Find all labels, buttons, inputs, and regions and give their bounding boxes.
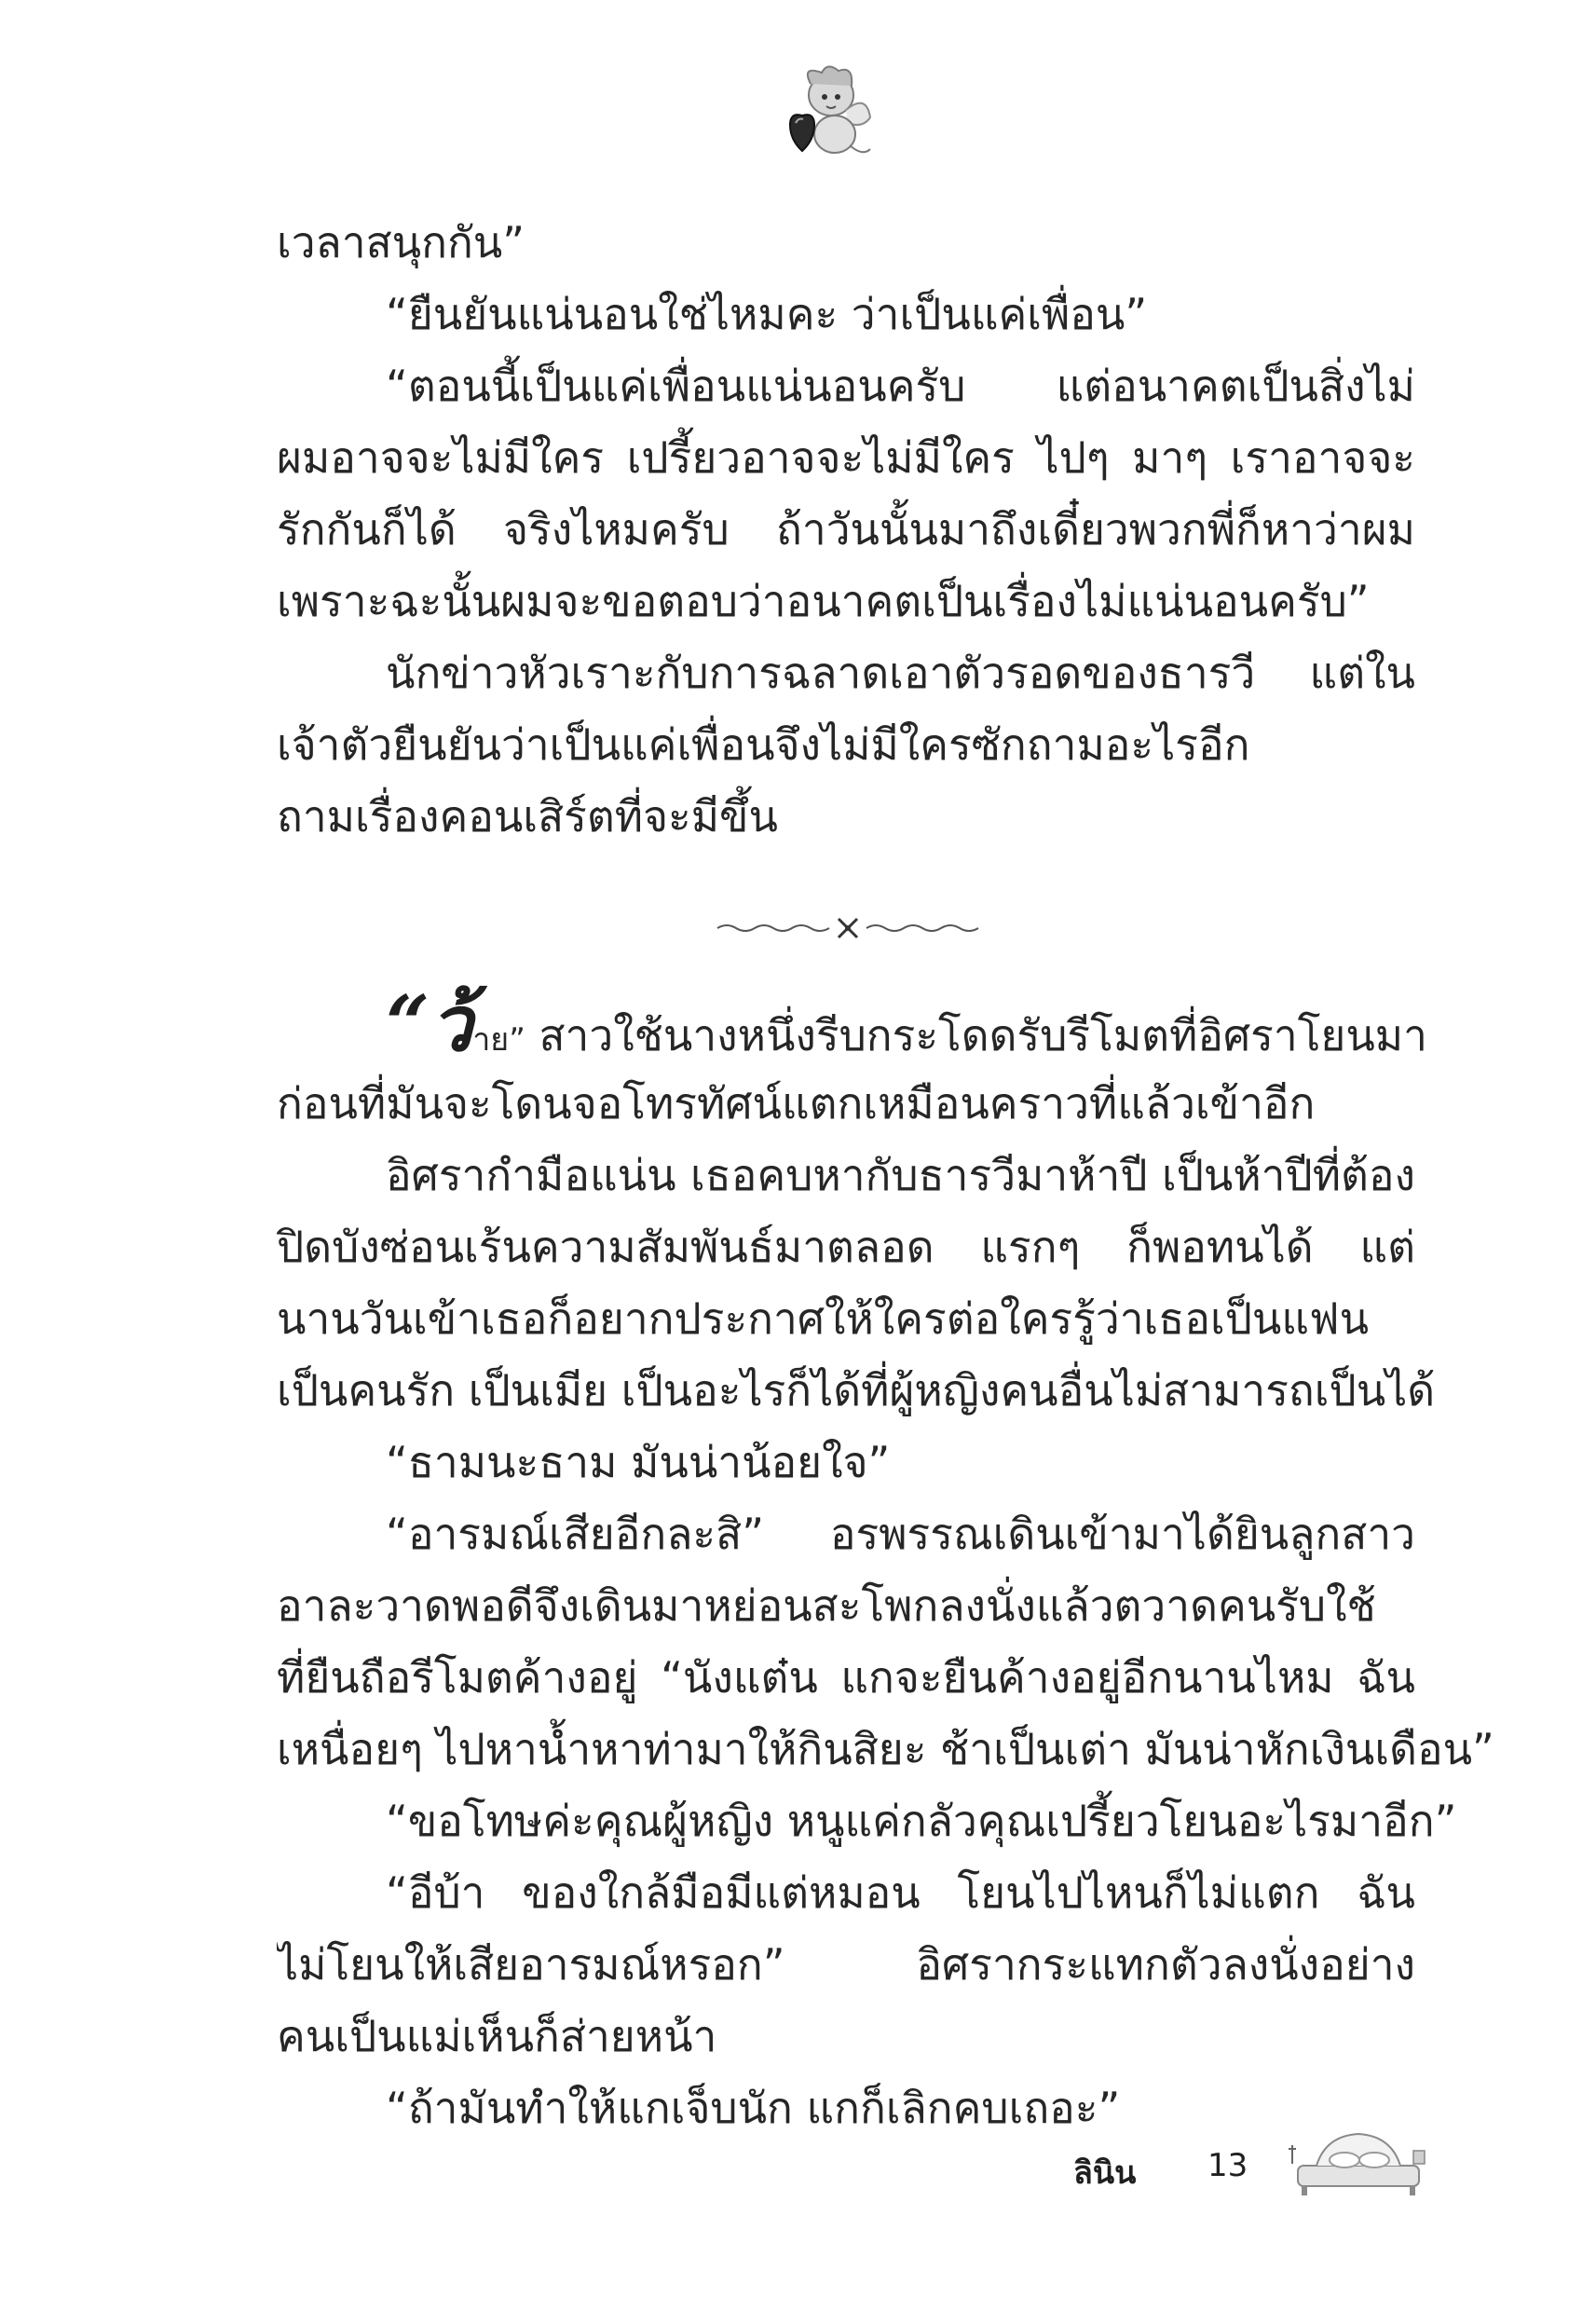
text-line: เหนื่อยๆ ไปหาน้ำหาท่ามาให้กินสิยะ ช้าเป็นเต่า มันน่าหักเงินเดือน” <box>277 1724 1494 1774</box>
text-line: “ขอโทษค่ะคุณผู้หญิง หนูแค่กลัวคุณเปรี้ยวโยนอะไรมาอีก” <box>386 1796 1457 1846</box>
text-line: เพราะฉะนั้นผมจะขอตอบว่าอนาคตเป็นเรื่องไม่แน่นอนครับ” <box>277 576 1370 626</box>
text-line: สาวใช้นางหนึ่งรีบกระโดดรับรีโมตที่อิศราโยนมา <box>539 1010 1427 1060</box>
text-line: อิศรากำมือแน่น เธอคบหากับธารวีมาห้าปี เป็นห้าปีที่ต้อง <box>386 1150 1415 1200</box>
page-number: 13 <box>1207 2147 1248 2184</box>
cherub-holding-heart-icon <box>773 56 876 168</box>
text-line: “อีบ้า ของใกล้มือมีแต่หมอน โยนไปไหนก็ไม่แตก ฉัน <box>386 1867 1415 1918</box>
text-line: นักข่าวหัวเราะกับการฉลาดเอาตัวรอดของธารวี แต่ใน <box>386 648 1415 698</box>
story-text <box>277 207 1494 2144</box>
footer-book-title: ลินิน <box>1073 2154 1137 2192</box>
text-line: นานวันเข้าเธอก็อยากประกาศให้ใครต่อใครรู้ว่าเธอเป็นแฟน <box>277 1293 1370 1344</box>
text-line: ไม่โยนให้เสียอารมณ์หรอก” อิศรากระแทกตัวลงนั่งอย่าง <box>277 1939 1415 1990</box>
text-line: ก่อนที่มันจะโดนจอโทรทัศน์แตกเหมือนคราวที่แล้วเข้าอีก <box>277 1078 1316 1128</box>
drop-cap-rest: าย” <box>472 1021 525 1059</box>
text-line: เจ้าตัวยืนยันว่าเป็นแค่เพื่อนจึงไม่มีใครซักถามอะไรอีก <box>277 719 1250 770</box>
text-line: “ธามนะธาม มันน่าน้อยใจ” <box>386 1437 891 1487</box>
drop-cap: “ว้ <box>386 979 473 1069</box>
text-line: “ถ้ามันทำให้แกเจ็บนัก แกก็เลิกคบเถอะ” <box>386 2083 1121 2133</box>
text-line: รักกันก็ได้ จริงไหมครับ ถ้าวันนั้นมาถึงเดี๋ยวพวกพี่ก็หาว่าผม <box>277 504 1415 554</box>
text-line: ปิดบังซ่อนเร้นความสัมพันธ์มาตลอด แรกๆ ก็พอทนได้ แต่ <box>277 1222 1415 1272</box>
text-line: เวลาสนุกกัน” <box>277 217 525 267</box>
text-line: คนเป็นแม่เห็นก็ส่ายหน้า <box>277 2011 717 2061</box>
text-line: ผมอาจจะไม่มีใคร เปรี้ยวอาจจะไม่มีใคร ไปๆ มาๆ เราอาจจะ <box>277 432 1415 483</box>
text-line: “อารมณ์เสียอีกละสิ” อรพรรณเดินเข้ามาได้ยินลูกสาว <box>386 1509 1415 1559</box>
text-line: ถามเรื่องคอนเสิร์ตที่จะมีขึ้น <box>277 791 778 841</box>
chapter-opening-line <box>277 979 1427 1069</box>
text-line: เป็นคนรัก เป็นเมีย เป็นอะไรก็ได้ที่ผู้หญิงคนอื่นไม่สามารถเป็นได้ <box>277 1365 1436 1415</box>
text-line: “ตอนนี้เป็นแค่เพื่อนแน่นอนครับ แต่อนาคตเป็นสิ่งไม่ <box>386 361 1415 411</box>
bed-illustration-icon <box>1289 2117 1428 2201</box>
text-line: อาละวาดพอดีจึงเดินมาหย่อนสะโพกลงนั่งแล้วตวาดคนรับใช้ <box>277 1580 1376 1631</box>
ornamental-divider-icon <box>708 909 988 947</box>
text-line: ที่ยืนถือรีโมตค้างอยู่ “นังแต๋น แกจะยืนค้างอยู่อีกนานไหม ฉัน <box>277 1652 1415 1702</box>
text-line: “ยืนยันแน่นอนใช่ไหมคะ ว่าเป็นแค่เพื่อน” <box>386 289 1148 339</box>
